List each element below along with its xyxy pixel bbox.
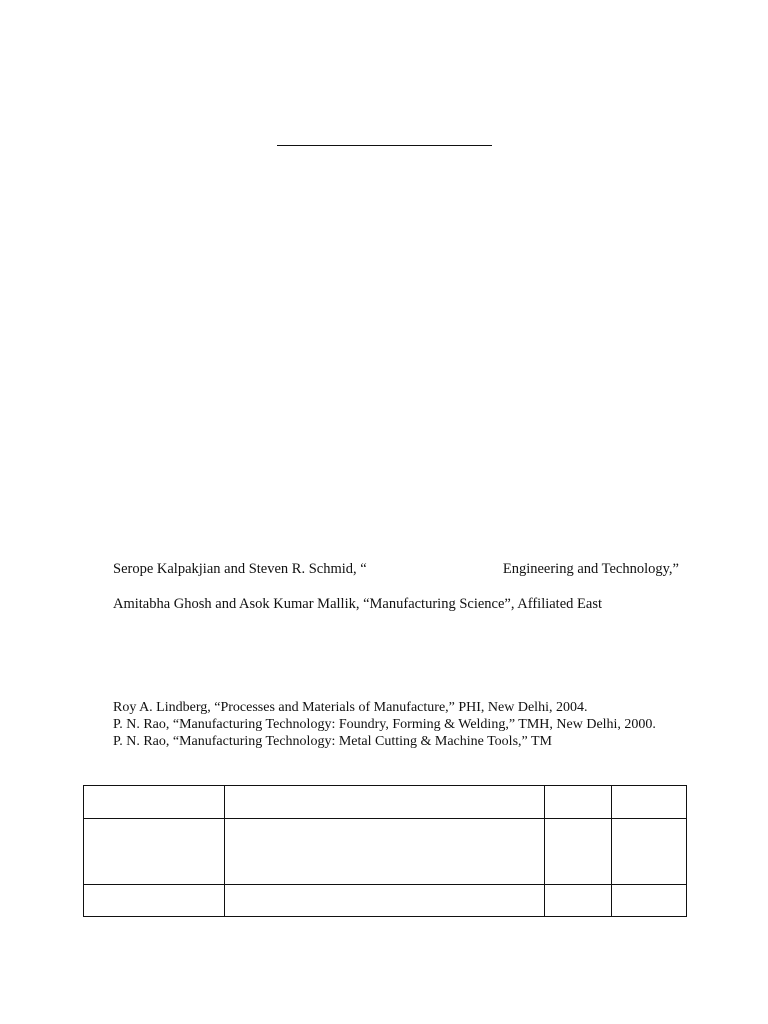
reference-ghosh: Amitabha Ghosh and Asok Kumar Mallik, “Manufacturing Science”, Affiliated East	[113, 596, 602, 612]
table-cell	[545, 885, 612, 917]
table-cell	[84, 885, 225, 917]
reference-kalpakjian-authors: Serope Kalpakjian and Steven R. Schmid, “	[113, 561, 367, 577]
reference-rao-cutting: P. N. Rao, “Manufacturing Technology: Metal Cutting & Machine Tools,” TM	[113, 734, 552, 749]
table-cell	[545, 819, 612, 885]
table-cell	[84, 819, 225, 885]
table-row	[84, 885, 687, 917]
table-cell	[545, 786, 612, 819]
empty-table	[83, 785, 687, 917]
reference-rao-forming: P. N. Rao, “Manufacturing Technology: Foundry, Forming & Welding,” TMH, New Delhi, 2000.	[113, 717, 656, 732]
table-cell	[84, 786, 225, 819]
reference-kalpakjian-title-end: Engineering and Technology,”	[502, 561, 679, 577]
table-cell	[612, 819, 687, 885]
table-cell	[612, 786, 687, 819]
table-cell	[612, 885, 687, 917]
table-row	[84, 786, 687, 819]
table-cell	[225, 885, 545, 917]
table-cell	[225, 819, 545, 885]
reference-kalpakjian	[113, 561, 679, 578]
table-cell	[225, 786, 545, 819]
table-row	[84, 819, 687, 885]
title-underline	[277, 145, 492, 146]
reference-lindberg: Roy A. Lindberg, “Processes and Materials of Manufacture,” PHI, New Delhi, 2004.	[113, 700, 588, 715]
